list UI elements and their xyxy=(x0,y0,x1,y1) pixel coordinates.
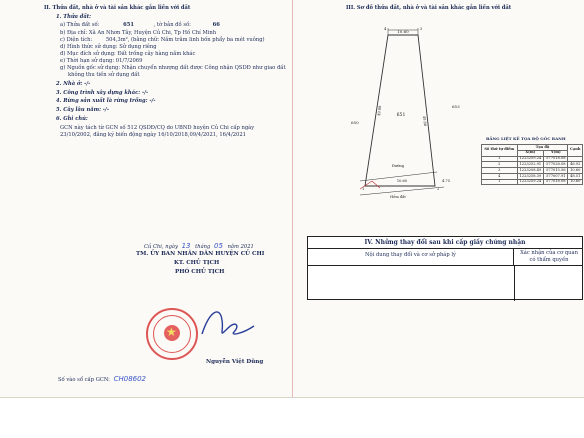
cell: 577007.91 xyxy=(544,173,568,179)
cell: 577015.56 xyxy=(544,168,568,174)
land-parcel-diagram xyxy=(340,24,480,204)
parcel-line xyxy=(60,23,220,28)
coord-subheader-y: Y(m) xyxy=(544,150,568,156)
origin-line-2: không thu tiền sử dụng đất xyxy=(68,72,140,78)
road-dimension: 4.75 xyxy=(442,179,451,183)
construction-line: 3. Công trình xây dựng khác: -/- xyxy=(56,90,149,96)
house-line: 2. Nhà ở: -/- xyxy=(56,81,91,87)
changes-col-confirm-line-1: Xác nhận của cơ quan xyxy=(520,250,578,256)
page-fold-rule xyxy=(292,0,293,398)
parcel-number-label: 651 xyxy=(396,113,406,118)
issue-date xyxy=(144,243,254,250)
land-heading: 1. Thửa đất: xyxy=(56,14,92,20)
date-year-label: năm 20 xyxy=(227,244,248,250)
signer-name: Nguyễn Việt Dũng xyxy=(206,359,264,365)
coord-header-xy: Tọa độ xyxy=(517,145,568,151)
map-number: 66 xyxy=(212,22,220,28)
top-dimension: 10.60 xyxy=(397,29,409,34)
cell: 1 xyxy=(482,156,518,162)
seal-emblem-icon xyxy=(164,325,180,341)
section-iii-title: III. Sơ đồ thửa đất, nhà ở và tài sản khác gắn liền với đất xyxy=(346,5,512,11)
authority-line-1: TM. ỦY BAN NHÂN DÂN HUYỆN CỦ CHI xyxy=(136,251,265,257)
cell: 48.51 xyxy=(568,173,583,179)
column-divider xyxy=(514,265,515,301)
changes-table xyxy=(307,236,583,300)
cell: 1223252.91 xyxy=(517,162,544,168)
date-place: Củ Chi, ngày xyxy=(144,244,178,250)
cell: 4 xyxy=(482,173,518,179)
date-year: 21 xyxy=(247,244,254,250)
cell: 3 xyxy=(482,168,518,174)
bottom-road-label: Hẻm đất xyxy=(390,195,406,199)
section-ii-title: II. Thửa đất, nhà ở và tài sản khác gắn liền với đất xyxy=(44,5,191,11)
coordinate-table xyxy=(481,144,583,185)
coord-header-index: Số thứ tự điểm xyxy=(482,145,518,157)
cell: 1223258.39 xyxy=(517,173,544,179)
coord-table-title: BẢNG LIỆT KÊ TỌA ĐỘ GÓC RANH xyxy=(486,136,566,141)
reg-number: CH08602 xyxy=(113,375,147,383)
changes-col-confirm-line-2: có thẩm quyền xyxy=(529,256,569,263)
changes-col-content: Nội dung thay đổi và cơ sở pháp lý xyxy=(308,248,514,265)
official-seal xyxy=(146,308,198,360)
point-label-2: 2 xyxy=(437,187,440,191)
cell: 577028.08 xyxy=(544,162,568,168)
note-line-1: GCN này tách từ GCN số 512 QSDĐ/CQ do UBND huyện Củ Chi cấp ngày xyxy=(60,125,255,131)
area-value: 504,3m², (bằng chữ: Năm trăm linh bốn phẩy ba mét vuông) xyxy=(105,37,265,43)
cell: 577018.08 xyxy=(544,156,568,162)
changes-body xyxy=(308,265,582,299)
road-label: Đường xyxy=(392,164,404,168)
date-month: 05 xyxy=(214,242,223,250)
left-side-length: 49.88 xyxy=(377,105,383,117)
cell: 1223259.24 xyxy=(517,179,544,185)
neighbor-left: 650 xyxy=(351,120,359,125)
term: e) Thời hạn sử dụng: 01/7/2069 xyxy=(60,58,143,64)
cell: 2 xyxy=(482,162,518,168)
cell: 10.60 xyxy=(568,168,583,174)
authority-line-2: KT. CHỦ TỊCH xyxy=(174,260,220,266)
signature-icon xyxy=(196,304,260,344)
cell: 46.92 xyxy=(568,162,583,168)
area-label: c) Diện tích: xyxy=(60,37,93,43)
bottom-dimension: 10.60 xyxy=(396,179,408,183)
date-day: 13 xyxy=(181,242,191,250)
forest-line: 4. Rừng sản xuất là rừng trồng: -/- xyxy=(56,98,156,104)
area-line xyxy=(60,38,265,43)
point-label-3: 3 xyxy=(420,27,423,31)
purpose: đ) Mục đích sử dụng: Đất trồng cây hàng năm khác xyxy=(60,51,196,57)
authority-line-3: PHÓ CHỦ TỊCH xyxy=(175,269,225,275)
ownership: d) Hình thức sử dụng: Sử dụng riêng xyxy=(60,44,157,50)
changes-header xyxy=(308,248,582,266)
coord-subheader-x: X(m) xyxy=(517,150,544,156)
cell: 1223259.24 xyxy=(517,156,544,162)
parcel-prefix: a) Thửa đất số: xyxy=(60,22,100,28)
neighbor-right: 653 xyxy=(452,104,460,109)
coord-header-edge: Cạnh xyxy=(568,145,583,157)
date-month-label: tháng xyxy=(195,244,211,250)
note-line-2: 23/10/2002, đăng ký biến động ngày 16/10/2018,09/4/2021, 16/4/2021 xyxy=(60,132,246,138)
right-side-length: 49.88 xyxy=(422,115,428,127)
reg-label: Số vào sổ cấp GCN: xyxy=(58,377,110,383)
perennial-line: 5. Cây lâu năm: -/- xyxy=(56,107,109,113)
map-prefix: , tờ bản đồ số: xyxy=(153,22,191,28)
parcel-number: 651 xyxy=(123,22,134,28)
cell: 1 xyxy=(482,179,518,185)
notes-heading: 6. Ghi chú: xyxy=(56,116,88,122)
point-label-4: 4 xyxy=(384,27,387,31)
origin-line-1: g) Nguồn gốc sử dụng: Nhận chuyển nhượng đất được Công nhận QSDĐ như giao đất xyxy=(60,65,286,71)
reg-line xyxy=(58,376,146,383)
changes-title: IV. Những thay đổi sau khi cấp giấy chứng nhận xyxy=(308,237,582,249)
table-row xyxy=(482,179,583,185)
address: b) Địa chỉ: Xã An Nhơn Tây, Huyện Củ Chi, Tp Hồ Chí Minh xyxy=(60,30,217,36)
point-label-1: 1 xyxy=(362,187,365,191)
cell: 10.60 xyxy=(568,179,583,185)
cell: 577018.08 xyxy=(544,179,568,185)
cell: 1223208.49 xyxy=(517,168,544,174)
